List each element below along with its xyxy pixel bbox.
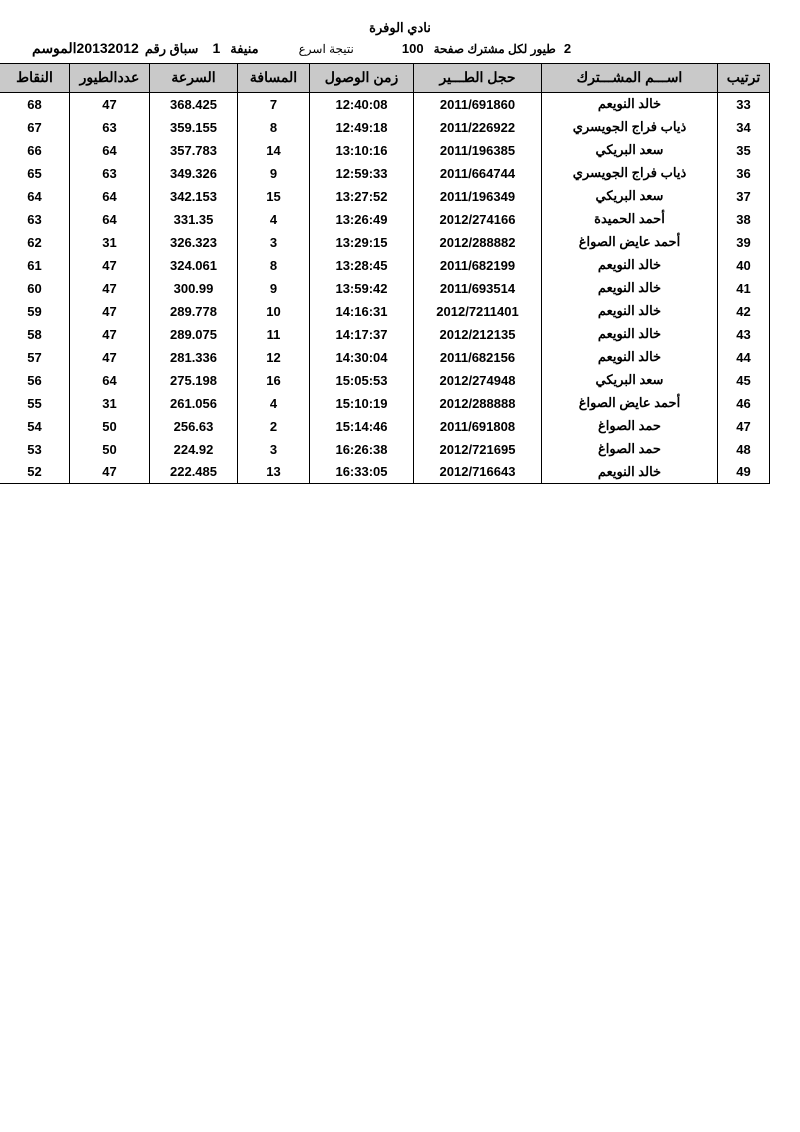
cell-ring: 2011/691808 xyxy=(414,415,542,438)
birds-label: طيور لكل مشترك صفحة xyxy=(433,42,556,56)
cell-rank: 33 xyxy=(718,93,770,116)
race-number: 1 xyxy=(212,40,221,56)
cell-distance: 11 xyxy=(238,323,310,346)
race-place: منيفة xyxy=(230,41,259,56)
cell-speed: 342.153 xyxy=(150,185,238,208)
cell-distance: 4 xyxy=(238,208,310,231)
table-row xyxy=(0,208,770,231)
table-header-row xyxy=(0,64,770,93)
cell-speed: 357.783 xyxy=(150,139,238,162)
cell-name: أحمد عايض الصواغ xyxy=(542,231,718,254)
cell-ring: 2011/682156 xyxy=(414,346,542,369)
cell-distance: 10 xyxy=(238,300,310,323)
cell-points: 68 xyxy=(0,93,70,116)
cell-speed: 324.061 xyxy=(150,254,238,277)
column-header-points: النقاط xyxy=(0,64,70,93)
cell-speed: 289.075 xyxy=(150,323,238,346)
cell-name: ذياب فراج الجويسري xyxy=(542,162,718,185)
cell-name: حمد الصواغ xyxy=(542,438,718,461)
table-row xyxy=(0,139,770,162)
cell-distance: 8 xyxy=(238,254,310,277)
cell-speed: 326.323 xyxy=(150,231,238,254)
cell-distance: 15 xyxy=(238,185,310,208)
season-value: 20132012 xyxy=(76,40,139,56)
cell-distance: 3 xyxy=(238,438,310,461)
cell-rank: 38 xyxy=(718,208,770,231)
cell-birds-count: 64 xyxy=(70,369,150,392)
cell-arrival-time: 13:27:52 xyxy=(310,185,414,208)
cell-birds-count: 47 xyxy=(70,300,150,323)
race-header xyxy=(30,40,770,57)
cell-name: أحمد الحميدة xyxy=(542,208,718,231)
table-row xyxy=(0,185,770,208)
cell-birds-count: 63 xyxy=(70,116,150,139)
table-row xyxy=(0,461,770,484)
cell-birds-count: 47 xyxy=(70,323,150,346)
cell-rank: 35 xyxy=(718,139,770,162)
table-header xyxy=(0,64,770,93)
cell-distance: 13 xyxy=(238,461,310,484)
cell-arrival-time: 14:17:37 xyxy=(310,323,414,346)
cell-arrival-time: 12:49:18 xyxy=(310,116,414,139)
cell-birds-count: 47 xyxy=(70,93,150,116)
cell-arrival-time: 13:59:42 xyxy=(310,277,414,300)
cell-speed: 289.778 xyxy=(150,300,238,323)
cell-name: سعد البريكي xyxy=(542,369,718,392)
cell-birds-count: 47 xyxy=(70,254,150,277)
cell-name: خالد النويعم xyxy=(542,346,718,369)
cell-rank: 39 xyxy=(718,231,770,254)
column-header-name: اســـم المشـــترك xyxy=(542,64,718,93)
table-row xyxy=(0,254,770,277)
cell-ring: 2012/274166 xyxy=(414,208,542,231)
table-row xyxy=(0,323,770,346)
cell-ring: 2012/721695 xyxy=(414,438,542,461)
table-row xyxy=(0,277,770,300)
cell-points: 55 xyxy=(0,392,70,415)
cell-speed: 281.336 xyxy=(150,346,238,369)
cell-name: حمد الصواغ xyxy=(542,415,718,438)
column-header-speed: السرعة xyxy=(150,64,238,93)
cell-birds-count: 50 xyxy=(70,415,150,438)
cell-speed: 300.99 xyxy=(150,277,238,300)
cell-points: 61 xyxy=(0,254,70,277)
cell-points: 64 xyxy=(0,185,70,208)
cell-ring: 2012/7211401 xyxy=(414,300,542,323)
column-header-ring: حجل الطـــير xyxy=(414,64,542,93)
cell-speed: 256.63 xyxy=(150,415,238,438)
table-row xyxy=(0,438,770,461)
cell-ring: 2011/682199 xyxy=(414,254,542,277)
table-row xyxy=(0,415,770,438)
table-row xyxy=(0,231,770,254)
cell-birds-count: 47 xyxy=(70,277,150,300)
cell-points: 67 xyxy=(0,116,70,139)
column-header-birds-count: عددالطيور xyxy=(70,64,150,93)
cell-arrival-time: 15:14:46 xyxy=(310,415,414,438)
cell-points: 58 xyxy=(0,323,70,346)
cell-arrival-time: 15:10:19 xyxy=(310,392,414,415)
cell-distance: 2 xyxy=(238,415,310,438)
cell-distance: 4 xyxy=(238,392,310,415)
cell-speed: 359.155 xyxy=(150,116,238,139)
cell-points: 62 xyxy=(0,231,70,254)
cell-arrival-time: 14:16:31 xyxy=(310,300,414,323)
cell-arrival-time: 12:59:33 xyxy=(310,162,414,185)
cell-distance: 9 xyxy=(238,162,310,185)
table-body xyxy=(0,93,770,484)
cell-ring: 2012/288882 xyxy=(414,231,542,254)
cell-rank: 34 xyxy=(718,116,770,139)
cell-birds-count: 64 xyxy=(70,139,150,162)
club-title: نادي الوفرة xyxy=(369,20,431,35)
cell-name: سعد البريكي xyxy=(542,139,718,162)
cell-arrival-time: 16:26:38 xyxy=(310,438,414,461)
cell-arrival-time: 13:26:49 xyxy=(310,208,414,231)
cell-distance: 8 xyxy=(238,116,310,139)
cell-name: خالد النويعم xyxy=(542,93,718,116)
table-row xyxy=(0,369,770,392)
cell-rank: 36 xyxy=(718,162,770,185)
cell-arrival-time: 12:40:08 xyxy=(310,93,414,116)
table-row xyxy=(0,162,770,185)
cell-rank: 48 xyxy=(718,438,770,461)
cell-points: 59 xyxy=(0,300,70,323)
cell-ring: 2012/274948 xyxy=(414,369,542,392)
cell-points: 65 xyxy=(0,162,70,185)
cell-ring: 2012/288888 xyxy=(414,392,542,415)
cell-rank: 47 xyxy=(718,415,770,438)
cell-speed: 222.485 xyxy=(150,461,238,484)
cell-rank: 45 xyxy=(718,369,770,392)
cell-points: 60 xyxy=(0,277,70,300)
season-label: الموسم xyxy=(32,40,77,56)
cell-name: سعد البريكي xyxy=(542,185,718,208)
column-header-arrival-time: زمن الوصول xyxy=(310,64,414,93)
result-label: نتيجة اسرع xyxy=(298,42,354,56)
column-header-rank: ترتيب xyxy=(718,64,770,93)
cell-ring: 2011/691860 xyxy=(414,93,542,116)
cell-rank: 43 xyxy=(718,323,770,346)
cell-rank: 46 xyxy=(718,392,770,415)
cell-speed: 275.198 xyxy=(150,369,238,392)
cell-distance: 14 xyxy=(238,139,310,162)
cell-points: 57 xyxy=(0,346,70,369)
cell-birds-count: 47 xyxy=(70,461,150,484)
cell-birds-count: 47 xyxy=(70,346,150,369)
cell-arrival-time: 13:29:15 xyxy=(310,231,414,254)
cell-birds-count: 50 xyxy=(70,438,150,461)
column-header-distance: المسافة xyxy=(238,64,310,93)
cell-points: 53 xyxy=(0,438,70,461)
cell-ring: 2012/212135 xyxy=(414,323,542,346)
cell-ring: 2011/226922 xyxy=(414,116,542,139)
cell-rank: 41 xyxy=(718,277,770,300)
cell-name: أحمد عايض الصواغ xyxy=(542,392,718,415)
cell-distance: 3 xyxy=(238,231,310,254)
cell-name: خالد النويعم xyxy=(542,254,718,277)
cell-distance: 7 xyxy=(238,93,310,116)
birds-count: 100 xyxy=(401,41,424,56)
cell-arrival-time: 13:28:45 xyxy=(310,254,414,277)
cell-ring: 2011/693514 xyxy=(414,277,542,300)
cell-name: خالد النويعم xyxy=(542,277,718,300)
cell-rank: 40 xyxy=(718,254,770,277)
cell-points: 56 xyxy=(0,369,70,392)
cell-points: 54 xyxy=(0,415,70,438)
cell-birds-count: 31 xyxy=(70,231,150,254)
cell-points: 66 xyxy=(0,139,70,162)
table-row xyxy=(0,392,770,415)
cell-name: خالد النويعم xyxy=(542,323,718,346)
cell-birds-count: 64 xyxy=(70,208,150,231)
cell-speed: 368.425 xyxy=(150,93,238,116)
cell-birds-count: 63 xyxy=(70,162,150,185)
cell-points: 63 xyxy=(0,208,70,231)
cell-arrival-time: 13:10:16 xyxy=(310,139,414,162)
cell-name: خالد النويعم xyxy=(542,300,718,323)
table-row xyxy=(0,300,770,323)
cell-birds-count: 64 xyxy=(70,185,150,208)
cell-speed: 224.92 xyxy=(150,438,238,461)
table-row xyxy=(0,116,770,139)
cell-birds-count: 31 xyxy=(70,392,150,415)
cell-ring: 2011/664744 xyxy=(414,162,542,185)
cell-speed: 349.326 xyxy=(150,162,238,185)
cell-ring: 2011/196385 xyxy=(414,139,542,162)
cell-name: ذياب فراج الجويسري xyxy=(542,116,718,139)
cell-speed: 331.35 xyxy=(150,208,238,231)
cell-arrival-time: 15:05:53 xyxy=(310,369,414,392)
cell-name: خالد النويعم xyxy=(542,461,718,484)
cell-distance: 16 xyxy=(238,369,310,392)
cell-rank: 37 xyxy=(718,185,770,208)
table-row xyxy=(0,346,770,369)
race-label: سباق رقم xyxy=(144,41,199,56)
cell-ring: 2011/196349 xyxy=(414,185,542,208)
cell-rank: 44 xyxy=(718,346,770,369)
cell-arrival-time: 16:33:05 xyxy=(310,461,414,484)
cell-rank: 42 xyxy=(718,300,770,323)
cell-distance: 12 xyxy=(238,346,310,369)
page-number: 2 xyxy=(563,41,572,56)
cell-ring: 2012/716643 xyxy=(414,461,542,484)
table-row xyxy=(0,93,770,116)
cell-points: 52 xyxy=(0,461,70,484)
results-table xyxy=(0,63,770,484)
cell-arrival-time: 14:30:04 xyxy=(310,346,414,369)
cell-speed: 261.056 xyxy=(150,392,238,415)
cell-rank: 49 xyxy=(718,461,770,484)
cell-distance: 9 xyxy=(238,277,310,300)
